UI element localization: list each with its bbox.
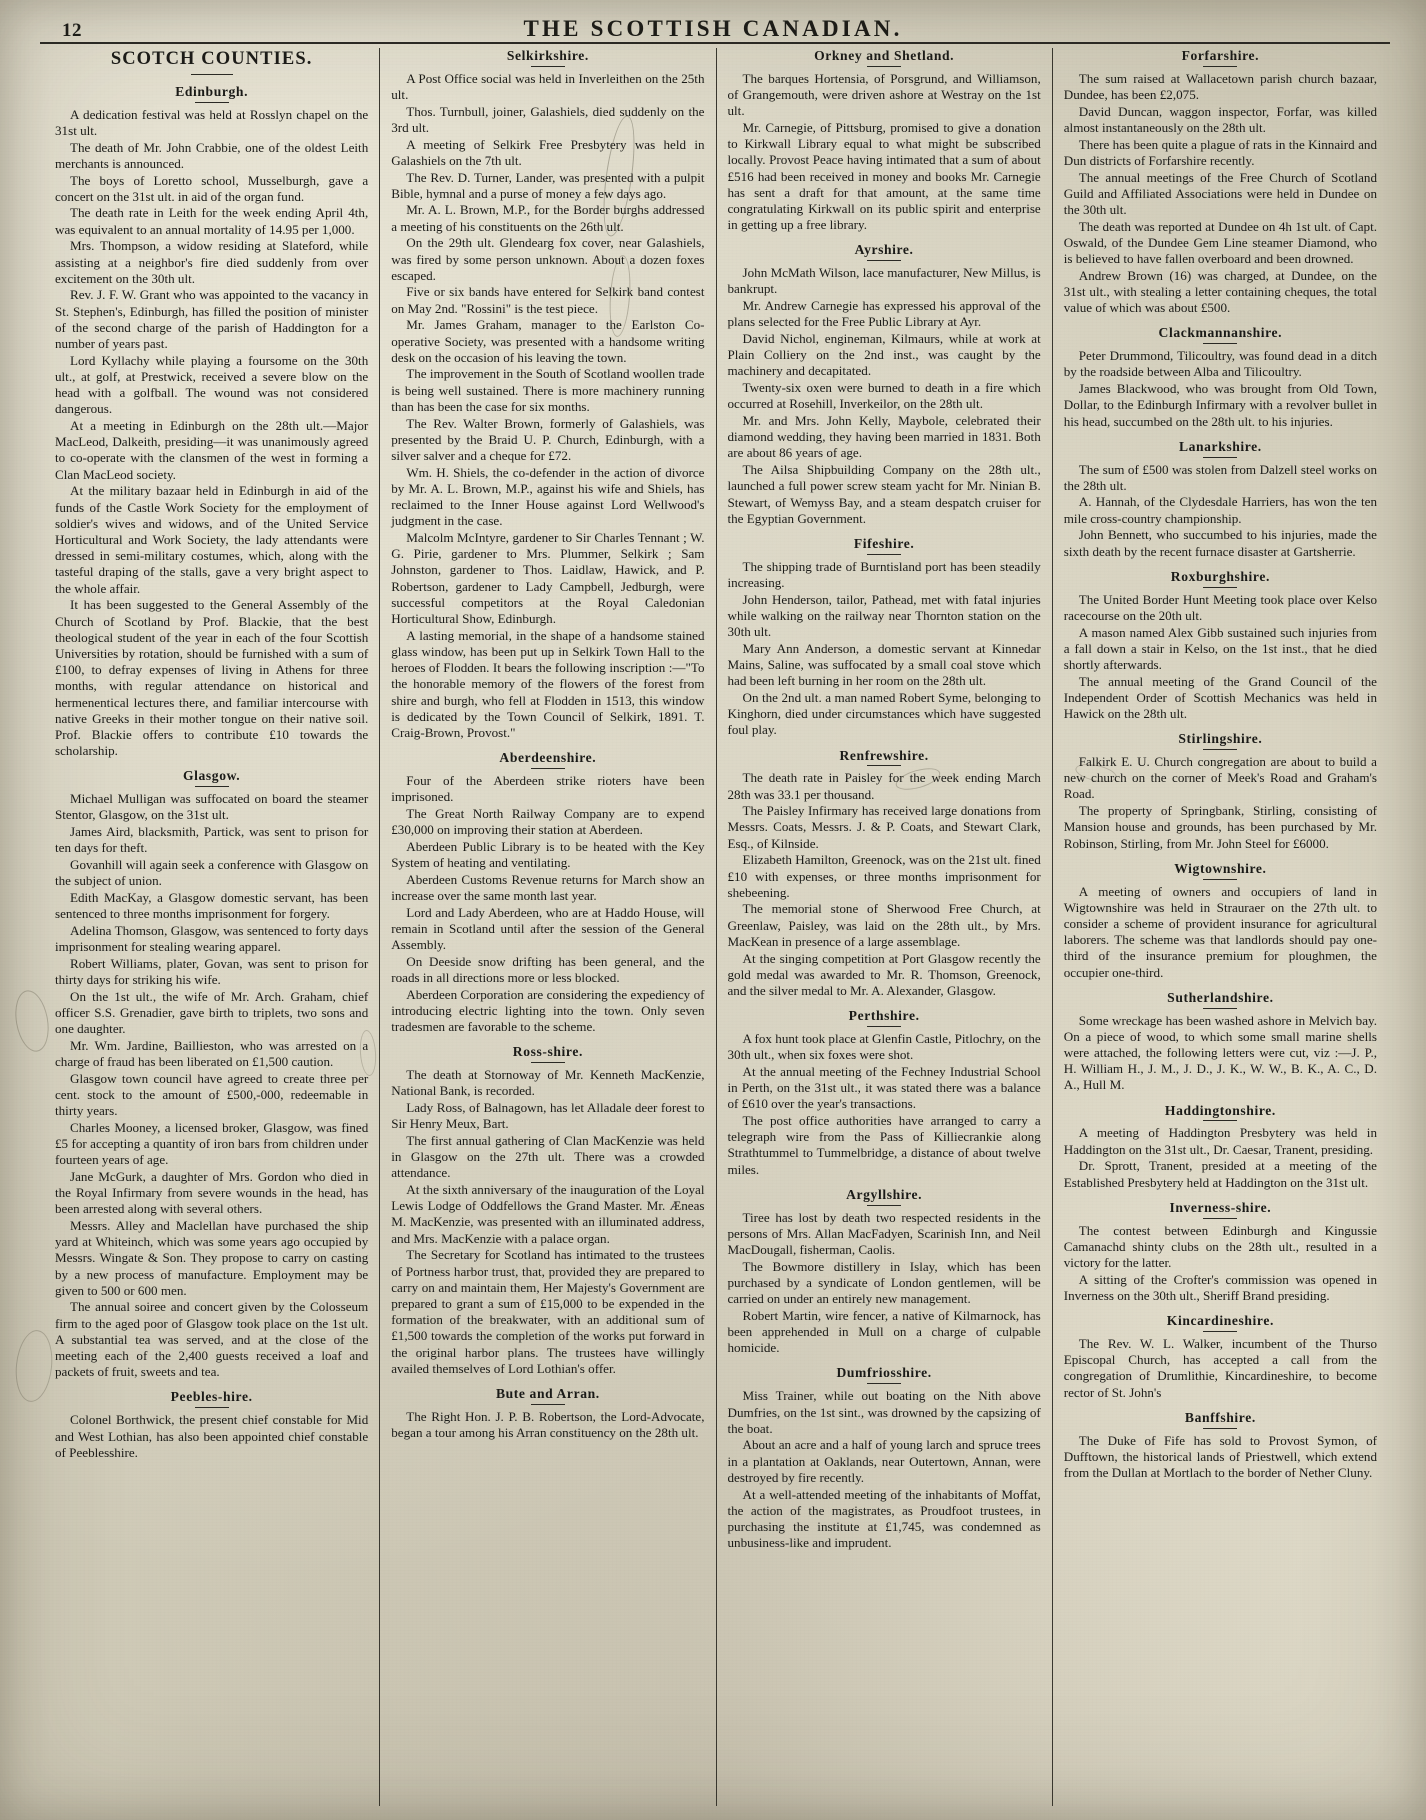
- news-paragraph: The annual meeting of the Grand Council of the Independent Order of Scottish Mechanics was held in Hawick on the 28th ult.: [1063, 673, 1377, 722]
- news-paragraph: Mr. Carnegie, of Pittsburg, promised to give a donation to Kirkwall Library equal to what might be subscribed locally. Provost Peace having intimated that a sum of about £516 had been received in money and books Mr. Carnegie has sent a draft for that amount, at the same time congratulating Kirkwall on its public spirit and enterprise in getting up a free library.: [727, 119, 1041, 233]
- text-column-3: [716, 48, 1052, 1806]
- county-heading: Argyllshire.: [846, 1186, 923, 1202]
- county-heading: Ross-shire.: [512, 1044, 583, 1060]
- news-paragraph: Aberdeen Public Library is to be heated with the Key System of heating and ventilating.: [391, 838, 705, 870]
- news-paragraph: On Deeside snow drifting has been general, and the roads in all directions more or less blocked.: [391, 953, 705, 985]
- news-paragraph: The memorial stone of Sherwood Free Church, at Greenlaw, Paisley, was laid on the 28th ult., by Mrs. MacKean in presence of a large assemblage.: [727, 901, 1041, 949]
- county-heading-rule: [1203, 457, 1237, 458]
- county-heading: Peebles-hire.: [170, 1389, 253, 1405]
- county-heading: Banffshire.: [1184, 1409, 1256, 1425]
- news-paragraph: A meeting of Selkirk Free Presbytery was held in Galashiels on the 7th ult.: [391, 136, 705, 168]
- news-paragraph: On the 1st ult., the wife of Mr. Arch. Graham, chief officer S.S. Grenadier, gave birth to triplets, two sons and one daughter.: [55, 988, 369, 1037]
- news-paragraph: The Great North Railway Company are to expend £30,000 on improving their station at Aberdeen.: [391, 805, 705, 838]
- text-column-2: [379, 48, 715, 1806]
- county-heading: Aberdeenshire.: [499, 750, 597, 766]
- news-paragraph: Rev. J. F. W. Grant who was appointed to the vacancy in St. Stephen's, Edinburgh, has filled the position of minister of the second charge of the parish of Haddington for a number of years past.: [55, 287, 369, 352]
- news-paragraph: The first annual gathering of Clan MacKenzie was held in Glasgow on the 27th ult. There was a crowded attendance.: [391, 1132, 705, 1181]
- news-paragraph: Michael Mulligan was suffocated on board the steamer Stentor, Glasgow, on the 31st ult.: [55, 791, 369, 823]
- newspaper-title: THE SCOTTISH CANADIAN.: [523, 16, 903, 41]
- county-heading-rule: [867, 66, 901, 67]
- column-1-body: [55, 48, 368, 1461]
- news-paragraph: On the 29th ult. Glendearg fox cover, near Galashiels, was fired by some person unknown. About a dozen foxes escaped.: [391, 235, 705, 283]
- news-paragraph: Robert Martin, wire fencer, a native of Kilmarnock, has been apprehended in Mull on a charge of culpable homicide.: [727, 1307, 1041, 1356]
- news-paragraph: Robert Williams, plater, Govan, was sent to prison for thirty days for striking his wife.: [55, 955, 369, 987]
- news-paragraph: Twenty-six oxen were burned to death in a fire which occurred at Rosehill, Inverkeilor, on the 28th ult.: [727, 380, 1041, 412]
- news-paragraph: A meeting of owners and occupiers of land in Wigtownshire was held in Strauraer on the 27th ult. to consider a scheme of provident insurance for agricultural laborers. The scheme was that landlords should pay one-third of the insurance premium for ploughmen, the occupier one-third.: [1063, 883, 1377, 980]
- news-paragraph: Charles Mooney, a licensed broker, Glasgow, was fined £5 for accepting a quantity of iron bars from children under fourteen years of age.: [55, 1119, 369, 1168]
- news-paragraph: There has been quite a plague of rats in the Kinnaird and Dun districts of Forfarshire recently.: [1063, 136, 1377, 168]
- news-paragraph: The barques Hortensia, of Porsgrund, and Williamson, of Grangemouth, were driven ashore at Westray on the 1st ult.: [727, 70, 1041, 119]
- county-heading: Dumfriosshire.: [836, 1365, 932, 1381]
- county-heading-rule: [867, 1205, 901, 1206]
- news-paragraph: David Nichol, engineman, Kilmaurs, while at work at Plain Colliery on the 2nd inst., was caught by the machinery and decapitated.: [727, 331, 1041, 379]
- news-paragraph: Mr. James Graham, manager to the Earlston Co-operative Society, was presented with a handsome writing desk on the occasion of his leaving the town.: [391, 317, 705, 365]
- column-2-body: [391, 48, 704, 1441]
- news-paragraph: The Paisley Infirmary has received large donations from Messrs. Coats, Messrs. J. & P. Coats, and Stewart Clark, Esq., of Kilnside.: [727, 803, 1041, 851]
- news-paragraph: A lasting memorial, in the shape of a handsome stained glass window, has been put up in Selkirk Town Hall to the heroes of Flodden. It bears the following inscription :—"To the honorable memory of the flowers of the forest from shire and burgh, who fell at Flodden in 1513, this window is dedicated by the Town Council of Selkirk, 1891. T. Craig-Brown, Provost.": [391, 627, 705, 740]
- news-paragraph: A mason named Alex Gibb sustained such injuries from a fall down a stair in Kelso, on the 1st inst., that he died shortly afterwards.: [1063, 624, 1377, 672]
- news-paragraph: Jane McGurk, a daughter of Mrs. Gordon who died in the Royal Infirmary from severe wounds in the head, has been arrested along with several others.: [55, 1168, 369, 1217]
- news-paragraph: John Bennett, who succumbed to his injuries, made the sixth death by the recent furnace disaster at Gartsherrie.: [1063, 527, 1377, 559]
- county-heading-rule: [1203, 587, 1237, 588]
- county-heading: Wigtownshire.: [1174, 860, 1267, 876]
- news-paragraph: The Rev. D. Turner, Lander, was presented with a pulpit Bible, hymnal and a purse of money a few days ago.: [391, 169, 705, 201]
- news-paragraph: Edith MacKay, a Glasgow domestic servant, has been sentenced to three months imprisonment for forgery.: [55, 889, 369, 922]
- county-heading-rule: [867, 1383, 901, 1384]
- column-4-body: [1064, 48, 1377, 1481]
- news-paragraph: Mr. and Mrs. John Kelly, Maybole, celebrated their diamond wedding, they having been married in 1831. Both are about 86 years of age.: [727, 413, 1041, 461]
- county-heading: Haddingtonshire.: [1164, 1102, 1276, 1118]
- news-paragraph: Elizabeth Hamilton, Greenock, was on the 21st ult. fined £10 with expenses, or three months imprisonment for shebeening.: [727, 852, 1041, 900]
- news-paragraph: Four of the Aberdeen strike rioters have been imprisoned.: [391, 772, 705, 805]
- news-paragraph: Govanhill will again seek a conference with Glasgow on the subject of union.: [55, 856, 369, 889]
- news-paragraph: John McMath Wilson, lace manufacturer, New Millus, is bankrupt.: [727, 265, 1041, 297]
- county-heading-rule: [1203, 879, 1237, 880]
- news-paragraph: A fox hunt took place at Glenfin Castle, Pitlochry, on the 30th ult., when six foxes were shot.: [727, 1031, 1041, 1063]
- news-paragraph: The Ailsa Shipbuilding Company on the 28th ult., launched a full power screw steam yacht for Mr. Ninian B. Stewart, of Wemyss Bay, and a steam despatch cruiser for the Egyptian Government.: [727, 462, 1041, 526]
- county-heading-rule: [1203, 1428, 1237, 1429]
- county-heading-rule: [531, 768, 565, 769]
- county-heading-rule: [531, 1404, 565, 1405]
- news-paragraph: At a well-attended meeting of the inhabitants of Moffat, the action of the magistrates, as Proudfoot trustees, in purchasing the institute at £1,745, was condemned as unbusiness-like and imprudent.: [727, 1486, 1041, 1551]
- county-heading-rule: [1203, 343, 1237, 344]
- news-paragraph: Tiree has lost by death two respected residents in the persons of Mrs. Allan MacFadyen, Scarinish Inn, and Neil MacDougall, fisherman, Caolis.: [727, 1209, 1041, 1258]
- news-paragraph: On the 2nd ult. a man named Robert Syme, belonging to Kinghorn, died under circumstances which have suggested foul play.: [727, 689, 1041, 738]
- news-paragraph: Lord Kyllachy while playing a foursome on the 30th ult., at golf, at Prestwick, received a severe blow on the head with a golfball. The wound was not considered dangerous.: [55, 352, 369, 417]
- news-paragraph: Dr. Sprott, Tranent, presided at a meeting of the Established Presbytery held at Haddington on the 31st ult.: [1063, 1158, 1377, 1190]
- county-heading: Stirlingshire.: [1178, 731, 1263, 747]
- county-heading-rule: [867, 260, 901, 261]
- news-paragraph: The death was reported at Dundee on 4h 1st ult. of Capt. Oswald, of the Dundee Gem Line steamer Diamond, who is believed to have fallen overboard and been drowned.: [1063, 218, 1377, 267]
- news-paragraph: Mrs. Thompson, a widow residing at Slateford, while assisting at a neighbor's fire died suddenly from over excitement on the 30th ult.: [55, 238, 369, 286]
- county-heading-rule: [195, 1407, 229, 1408]
- section-heading: SCOTCH COUNTIES.: [110, 49, 313, 69]
- county-heading: Glasgow.: [182, 768, 241, 784]
- news-paragraph: The death at Stornoway of Mr. Kenneth MacKenzie, National Bank, is recorded.: [391, 1067, 705, 1099]
- news-paragraph: Lady Ross, of Balnagown, has let Alladale deer forest to Sir Henry Meux, Bart.: [391, 1099, 705, 1132]
- county-heading-rule: [195, 786, 229, 787]
- county-heading: Clackmannanshire.: [1158, 325, 1283, 341]
- news-paragraph: The annual soiree and concert given by the Colosseum firm to the aged poor of Glasgow took place on the 1st ult. A substantial tea was served, and at the close of the meeting each of the 2,400 guests received a loaf and packets of fruit, sweets and tea.: [55, 1299, 369, 1380]
- news-paragraph: Adelina Thomson, Glasgow, was sentenced to forty days imprisonment for stealing wearing apparel.: [55, 922, 369, 954]
- news-paragraph: At the singing competition at Port Glasgow recently the gold medal was awarded to Mr. R. Thomson, Greenock, and the silver medal to Mr. A. Alexander, Glasgow.: [727, 950, 1041, 998]
- news-paragraph: Miss Trainer, while out boating on the Nith above Dumfries, on the 1st sint., was drowned by the capsizing of the boat.: [727, 1388, 1041, 1436]
- news-paragraph: The Secretary for Scotland has intimated to the trustees of Portness harbor trust, that, provided they are prepared to carry on and maintain them, Her Majesty's Government are prepared to grant a sum of £15,000 to be expended in the formation of the breakwater, with an additional sum of £1,500 towards the completion of the works put forward in the original harbor plans. The trustees have willingly availed themselves of Lord Lothian's offer.: [391, 1247, 705, 1376]
- news-paragraph: The Rev. Walter Brown, formerly of Galashiels, was presented by the Braid U. P. Church, Edinburgh, with a silver salver and a cheque for £72.: [391, 415, 705, 463]
- county-heading-rule: [1203, 66, 1237, 67]
- county-heading: Perthshire.: [848, 1008, 920, 1024]
- text-column-4: [1052, 48, 1388, 1806]
- county-heading: Kincardineshire.: [1166, 1313, 1274, 1329]
- county-heading: Bute and Arran.: [495, 1385, 600, 1401]
- news-paragraph: About an acre and a half of young larch and spruce trees in a plantation at Oaklands, near Outertown, Annan, were destroyed by fire recently.: [727, 1437, 1041, 1485]
- news-paragraph: The improvement in the South of Scotland woollen trade is being well sustained. There is more machinery running than has been the case for six months.: [391, 366, 705, 414]
- county-heading: Edinburgh.: [175, 83, 249, 99]
- county-heading-rule: [531, 66, 565, 67]
- masthead: [0, 10, 1426, 40]
- county-heading: Inverness-shire.: [1169, 1199, 1272, 1215]
- news-paragraph: The sum of £500 was stolen from Dalzell steel works on the 28th ult.: [1063, 461, 1377, 493]
- county-heading-rule: [1203, 1120, 1237, 1121]
- county-heading-rule: [867, 765, 901, 766]
- news-paragraph: Peter Drummond, Tilicoultry, was found dead in a ditch by the roadside between Alba and Tilicoultry.: [1063, 348, 1377, 380]
- news-paragraph: The death rate in Leith for the week ending April 4th, was equivalent to an annual mortality of 14.95 per 1,000.: [55, 205, 369, 237]
- news-paragraph: The sum raised at Wallacetown parish church bazaar, Dundee, has been £2,075.: [1063, 70, 1377, 103]
- news-paragraph: A meeting of Haddington Presbytery was held in Haddington on the 31st ult., Dr. Caesar, Tranent, presiding.: [1063, 1125, 1377, 1157]
- news-paragraph: David Duncan, waggon inspector, Forfar, was killed almost instantaneously on the 28th ult.: [1063, 103, 1377, 135]
- news-paragraph: Mr. Andrew Carnegie has expressed his approval of the plans selected for the Free Public Library at Ayr.: [727, 298, 1041, 330]
- county-heading: Ayrshire.: [854, 242, 914, 258]
- news-paragraph: The shipping trade of Burntisland port has been steadily increasing.: [727, 558, 1041, 590]
- news-paragraph: James Aird, blacksmith, Partick, was sent to prison for ten days for theft.: [55, 824, 369, 856]
- page-number: 12: [62, 20, 82, 41]
- news-paragraph: The United Border Hunt Meeting took place over Kelso racecourse on the 20th ult.: [1063, 591, 1377, 623]
- news-paragraph: At a meeting in Edinburgh on the 28th ult.—Major MacLeod, Dalkeith, presiding—it was unanimously agreed to co-operate with the clansmen of the west in forming a Clan MacLeod society.: [55, 418, 369, 482]
- news-paragraph: It has been suggested to the General Assembly of the Church of Scotland by Prof. Blackie, that the best theological student of the year in each of the four Scottish Universities by rotation, should be furnished with a sum of £100, to defray expenses of living in Athens for three months, with regular attendance on historical and hermenentical lectures there, and familiar intercourse with native Greeks in their mother tongue on their native soil. Prof. Blackie offers to contribute £10 towards the scholarship.: [55, 597, 369, 759]
- county-heading-rule: [1203, 1331, 1237, 1332]
- news-paragraph: At the sixth anniversary of the inauguration of the Loyal Lewis Lodge of Oddfellows the Grand Master. Mr. Æneas M. MacKenzie, was presented with an illuminated address, and Mrs. MacKenzie with a palace organ.: [391, 1181, 705, 1246]
- news-paragraph: A Post Office social was held in Inverleithen on the 25th ult.: [391, 70, 705, 103]
- news-paragraph: A sitting of the Crofter's commission was opened in Inverness on the 30th ult., Sheriff Brand presiding.: [1063, 1271, 1377, 1303]
- news-paragraph: The boys of Loretto school, Musselburgh, gave a concert on the 31st ult. in aid of the organ fund.: [55, 172, 369, 204]
- county-heading: Forfarshire.: [1181, 48, 1260, 63]
- news-paragraph: The property of Springbank, Stirling, consisting of Mansion house and grounds, has been purchased by Mr. Robinson, Stirling, from Mr. John Steel for £6000.: [1063, 803, 1377, 851]
- county-heading-rule: [195, 102, 229, 103]
- news-paragraph: The death rate in Paisley for the week ending March 28th was 33.1 per thousand.: [727, 770, 1041, 802]
- news-paragraph: Malcolm McIntyre, gardener to Sir Charles Tennant ; W. G. Pirie, gardener to Mrs. Plummer, Selkirk ; Sam Johnston, gardener to Thos. Laidlaw, Hawick, and P. Robertson, gardener to Lady Campbell, Jedburgh, were successful competitors at the Royal Caledonian Horticultural Show, Edinburgh.: [391, 530, 705, 627]
- news-paragraph: The Duke of Fife has sold to Provost Symon, of Dufftown, the historical lands of Priestwell, which extend from the Dullan at Mortlach to the border of Nether Cluny.: [1063, 1432, 1377, 1481]
- county-heading-rule: [867, 1026, 901, 1027]
- news-paragraph: A. Hannah, of the Clydesdale Harriers, has won the ten mile cross-country championship.: [1063, 494, 1377, 526]
- news-paragraph: Andrew Brown (16) was charged, at Dundee, on the 31st ult., with stealing a letter containing cheques, the total value of which was about £500.: [1063, 267, 1377, 316]
- news-paragraph: The Rev. W. L. Walker, incumbent of the Thurso Episcopal Church, has accepted a call from the congregation of Drumlithie, Kincardineshire, to become rector of St. John's: [1063, 1335, 1377, 1400]
- news-paragraph: The death of Mr. John Crabbie, one of the oldest Leith merchants is announced.: [55, 139, 369, 171]
- news-paragraph: Messrs. Alley and Maclellan have purchased the ship yard at Whiteinch, which was some years ago occupied by Messrs. Wingate & Son. They propose to carry on casting by a new process of manufacture. Employment may be given to 500 or 600 men.: [55, 1217, 369, 1298]
- county-heading-rule: [867, 554, 901, 555]
- news-paragraph: Aberdeen Customs Revenue returns for March show an increase over the same month last year.: [391, 871, 705, 903]
- news-paragraph: Thos. Turnbull, joiner, Galashiels, died suddenly on the 3rd ult.: [391, 103, 705, 135]
- column-container: [44, 48, 1388, 1806]
- news-paragraph: Mr. A. L. Brown, M.P., for the Border burghs addressed a meeting of his constituents on the 26th ult.: [391, 202, 705, 234]
- county-heading: Sutherlandshire.: [1167, 989, 1274, 1005]
- text-column-1: [44, 48, 379, 1806]
- news-paragraph: John Henderson, tailor, Pathead, met with fatal injuries while walking on the railway near Thornton station on the 30th ult.: [727, 591, 1041, 640]
- news-paragraph: A dedication festival was held at Rosslyn chapel on the 31st ult.: [55, 106, 369, 138]
- header-rule: [40, 42, 1390, 44]
- news-paragraph: The post office authorities have arranged to carry a telegraph wire from the Pass of Killiecrankie along Strathtummel to Tummelbridge, a distance of about twelve miles.: [727, 1113, 1041, 1177]
- news-paragraph: Mr. Wm. Jardine, Baillieston, who was arrested on a charge of fraud has been liberated on £1,500 caution.: [55, 1037, 369, 1069]
- news-paragraph: Glasgow town council have agreed to create three per cent. stock to the amount of £500,-000, redeemable in thirty years.: [55, 1070, 369, 1119]
- county-heading: Renfrewshire.: [839, 747, 929, 763]
- county-heading: Selkirkshire.: [506, 48, 589, 63]
- news-paragraph: The Right Hon. J. P. B. Robertson, the Lord-Advocate, began a tour among his Arran constituency on the 28th ult.: [391, 1408, 705, 1440]
- news-paragraph: Some wreckage has been washed ashore in Melvich bay. On a piece of wood, to which some small marine shells were attached, the following letters were cut, viz :—J. P., H. William H., J. M., J. D., J. K., W. W., B. K., A. C., D. A., Hull M.: [1063, 1012, 1377, 1093]
- county-heading-rule: [531, 1062, 565, 1063]
- news-paragraph: At the annual meeting of the Fechney Industrial School in Perth, on the 31st ult., it was stated there was a balance of £610 over the year's transactions.: [727, 1063, 1041, 1112]
- county-heading: Lanarkshire.: [1178, 438, 1262, 454]
- news-paragraph: Five or six bands have entered for Selkirk band contest on May 2nd. "Rossini" is the test piece.: [391, 284, 705, 316]
- county-heading: Roxburghshire.: [1170, 568, 1270, 584]
- news-paragraph: Aberdeen Corporation are considering the expediency of introducing electric lighting into the town. Only seven tradesmen are favorable to the scheme.: [391, 986, 705, 1035]
- news-paragraph: Wm. H. Shiels, the co-defender in the action of divorce by Mr. A. L. Brown, M.P., against his wife and Shiels, has reclaimed to the Inner House against Lord Wellwood's judgment in the case.: [391, 464, 705, 529]
- county-heading-rule: [1203, 1218, 1237, 1219]
- county-heading: Orkney and Shetland.: [814, 48, 955, 63]
- news-paragraph: The annual meetings of the Free Church of Scotland Guild and Affiliated Associations were held in Dundee on the 30th ult.: [1063, 169, 1377, 217]
- news-paragraph: James Blackwood, who was brought from Old Town, Dollar, to the Edinburgh Infirmary with a revolver bullet in his head, succumbed on the 28th ult. to his injuries.: [1063, 381, 1377, 429]
- news-paragraph: Colonel Borthwick, the present chief constable for Mid and West Lothian, has also been appointed chief constable of Peeblesshire.: [55, 1412, 369, 1460]
- news-paragraph: Lord and Lady Aberdeen, who are at Haddo House, will remain in Scotland until after the session of the General Assembly.: [391, 904, 705, 953]
- news-paragraph: The Bowmore distillery in Islay, which has been purchased by a syndicate of London gentlemen, will be carried on under an entirely new management.: [727, 1258, 1041, 1307]
- news-paragraph: Mary Ann Anderson, a domestic servant at Kinnedar Mains, Saline, was suffocated by a small coal stove which had been left burning in her room on the 28th ult.: [727, 640, 1041, 689]
- news-paragraph: At the military bazaar held in Edinburgh in aid of the funds of the Castle Work Society for the employment of soldier's wives and widows, and of the United Service Horticultural and Work Society, the lady attendants were dressed in semi-military costumes, which, along with the tasteful draping of the stalls, gave a very bright aspect to the whole affair.: [55, 483, 369, 596]
- news-paragraph: Falkirk E. U. Church congregation are about to build a new church on the corner of Meek's Road and Graham's Road.: [1063, 754, 1377, 802]
- county-heading-rule: [1203, 749, 1237, 750]
- news-paragraph: The contest between Edinburgh and Kingussie Camanachd shinty clubs on the 28th ult., resulted in a victory for the latter.: [1063, 1222, 1377, 1271]
- county-heading-rule: [1203, 1008, 1237, 1009]
- section-heading-rule: [191, 74, 233, 75]
- column-3-body: [728, 48, 1041, 1551]
- county-heading: Fifeshire.: [853, 535, 915, 551]
